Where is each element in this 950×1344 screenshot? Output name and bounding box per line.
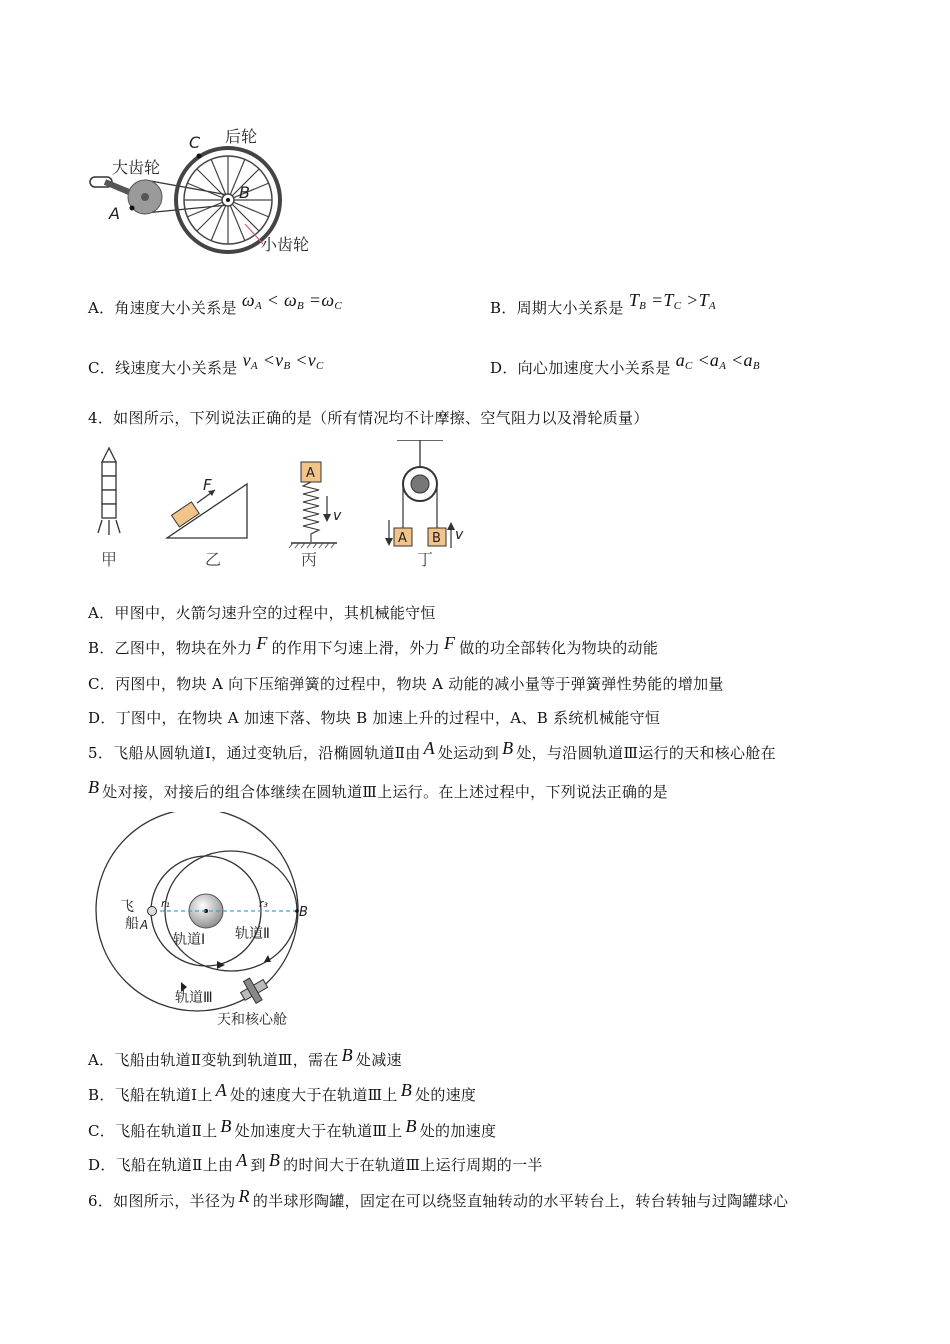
q3-option-c[interactable]: C．线速度大小关系是 $v_A <v_B <v_C$ (88, 350, 324, 377)
fig-label-yi: 乙 (205, 550, 222, 569)
q3-a-formula: $\omega_A < \omega_B =\omega_C$ (241, 290, 342, 312)
label-r3: r₃ (259, 897, 268, 910)
incline-icon (167, 476, 247, 538)
velocity-label-d: v (455, 527, 464, 543)
q5-option-d[interactable]: D．飞船在轨道Ⅱ上由 A 到 B 的时间大于在轨道Ⅲ上运行周期的一半 (88, 1150, 543, 1174)
q5-stem-line1: 5．飞船从圆轨道Ⅰ，通过变轨后，沿椭圆轨道Ⅱ由 A 处运动到 B 处，与沿圆轨道Ⅲ运行的天和核心舱在 (88, 738, 776, 762)
label-orbit-3: 轨道Ⅲ (175, 990, 213, 1006)
label-station: 天和核心舱 (217, 1012, 287, 1028)
label-r1: r₁ (161, 897, 170, 910)
label-point-b: B (299, 905, 308, 920)
q4-option-d[interactable]: D．丁图中，在物块 A 加速下落、物块 B 加速上升的过程中，A、B 系统机械能守恒 (88, 709, 661, 727)
station-icon (237, 973, 272, 1008)
orbit-figure (85, 812, 325, 1034)
label-small-gear: 小齿轮 (261, 235, 310, 254)
velocity-label-c: v (333, 508, 342, 524)
label-ship-2: 船 (125, 916, 139, 932)
q5-option-a[interactable]: A．飞船由轨道Ⅱ变轨到轨道Ⅲ，需在 B 处减速 (88, 1045, 402, 1069)
label-b: B (239, 183, 250, 202)
q4-option-a[interactable]: A．甲图中，火箭匀速升空的过程中，其机械能守恒 (88, 604, 436, 622)
label-a: A (109, 204, 120, 223)
label-orbit-1: 轨道Ⅰ (173, 932, 206, 948)
q5-option-c[interactable]: C．飞船在轨道Ⅱ上 B 处加速度大于在轨道Ⅲ上 B 处的加速度 (88, 1116, 497, 1140)
force-label: F (203, 476, 212, 494)
block-b-label: B (432, 531, 441, 546)
q3-d-formula: $a_C <a_A <a_B$ (675, 350, 760, 372)
q3-b-formula: $T_B =T_C >T_A$ (628, 290, 716, 312)
block-a-label-2: A (398, 531, 407, 546)
label-point-a: A (140, 918, 149, 932)
spring-icon (289, 462, 342, 548)
label-orbit-2: 轨道Ⅱ (235, 926, 270, 942)
q3-option-b[interactable]: B．周期大小关系是 $T_B =T_C >T_A$ (490, 290, 716, 317)
label-big-gear: 大齿轮 (112, 158, 161, 177)
label-c: C (189, 133, 201, 152)
label-rear-wheel: 后轮 (225, 127, 258, 146)
rocket-icon (98, 448, 120, 535)
q4-option-c[interactable]: C．丙图中，物块 A 向下压缩弹簧的过程中，物块 A 动能的减小量等于弹簧弹性势能的增加量 (88, 675, 724, 693)
block-a-label: A (306, 466, 315, 481)
q4-figures (85, 440, 485, 575)
fig-label-bing: 丙 (301, 550, 318, 569)
label-ship-1: 飞 (120, 899, 134, 915)
q4-stem: 4．如图所示，下列说法正确的是（所有情况均不计摩擦、空气阻力以及滑轮质量） (88, 409, 649, 427)
pulley-icon (385, 440, 464, 548)
fig-label-ding: 丁 (417, 550, 434, 569)
q3-c-formula: $v_A <v_B <v_C$ (242, 350, 324, 372)
q4-option-b[interactable]: B．乙图中，物块在外力 F 的作用下匀速上滑，外力 F 做的功全部转化为物块的动能 (88, 633, 659, 657)
fig-label-jia: 甲 (101, 550, 118, 569)
q6-stem: 6．如图所示，半径为 R 的半球形陶罐，固定在可以绕竖直轴转动的水平转台上，转台转轴与过陶罐球心 (88, 1186, 789, 1210)
q5-stem-line2: B 处对接，对接后的组合体继续在圆轨道Ⅲ上运行。在上述过程中，下列说法正确的是 (88, 777, 668, 801)
q5-option-b[interactable]: B．飞船在轨道Ⅰ上 A 处的速度大于在轨道Ⅲ上 B 处的速度 (88, 1080, 477, 1104)
bicycle-figure (85, 120, 345, 260)
q3-option-d[interactable]: D．向心加速度大小关系是 $a_C <a_A <a_B$ (490, 350, 760, 377)
q3-option-a[interactable]: A．角速度大小关系是 $\omega_A < \omega_B =\omega_C$ (88, 290, 342, 317)
